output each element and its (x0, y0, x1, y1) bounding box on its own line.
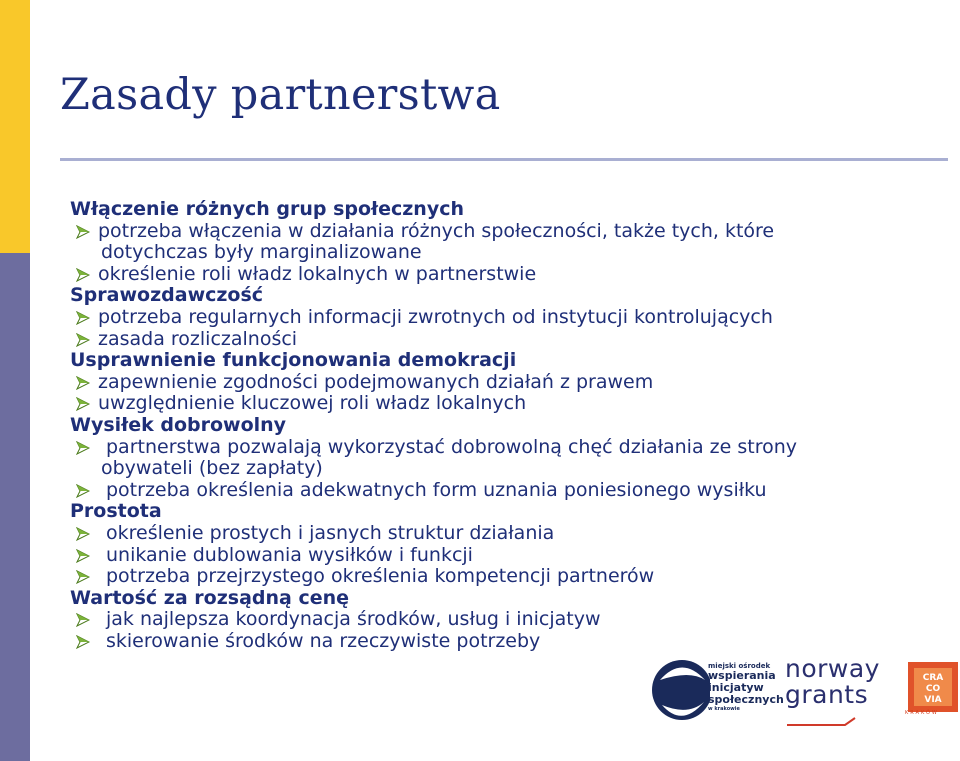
list-item-text: partnerstwa pozwalają wykorzystać dobrowolną chęć działania ze strony (106, 435, 797, 458)
arrow-bullet-icon (70, 437, 98, 459)
mwis-line-3: inicjatyw (708, 681, 764, 694)
grants-word: grants (785, 680, 869, 709)
list-item-text: potrzeba włączenia w działania różnych społeczności, także tych, które (98, 219, 775, 242)
section-heading: Prostota (70, 500, 162, 523)
mwis-emblem-icon (650, 650, 710, 730)
list-item-continuation: dotychczas były marginalizowane (101, 241, 422, 264)
list-item-text: uwzględnienie kluczowej roli władz lokalnych (98, 392, 527, 415)
svg-text:CRA: CRA (922, 673, 944, 683)
title-divider (60, 158, 948, 161)
list-item-text: unikanie dublowania wysiłków i funkcji (106, 543, 473, 566)
mwis-logo (650, 650, 784, 734)
arrow-bullet-icon (70, 566, 98, 588)
mwis-line-2: wspierania (708, 669, 776, 682)
list-item (70, 307, 950, 329)
cracovia-caption: KRAKÓW (905, 710, 939, 716)
arrow-bullet-icon (70, 372, 98, 394)
arrow-bullet-icon (70, 264, 98, 286)
arrow-bullet-icon (70, 609, 98, 631)
arrow-bullet-icon (70, 393, 98, 415)
list-item (70, 329, 950, 351)
arrow-bullet-icon (70, 307, 98, 329)
list-item (70, 480, 950, 502)
section-heading: Włączenie różnych grup społecznych (70, 198, 465, 220)
accent-bar-blue (0, 253, 30, 761)
norway-word: norway (785, 654, 880, 683)
page-title: Zasady partnerstwa (60, 70, 501, 120)
arrow-bullet-icon (70, 221, 98, 243)
list-item (70, 523, 950, 545)
list-item-text: potrzeba regularnych informacji zwrotnych od instytucji kontrolujących (98, 305, 773, 328)
arrow-bullet-icon (70, 523, 98, 545)
arrow-bullet-icon (70, 631, 98, 653)
principles-list (70, 199, 950, 652)
list-item-continuation: obywateli (bez zapłaty) (101, 457, 323, 480)
list-item (70, 221, 950, 243)
section-heading: Sprawozdawczość (70, 284, 264, 307)
arrow-bullet-icon (70, 329, 98, 351)
list-item (70, 566, 950, 588)
section-heading: Usprawnienie funkcjonowania demokracji (70, 349, 517, 372)
mwis-line-4: społecznych (708, 693, 784, 706)
norway-underline-icon (785, 715, 895, 729)
list-item-text: określenie prostych i jasnych struktur działania (106, 521, 555, 544)
list-item (70, 545, 950, 567)
sponsor-logos (650, 650, 960, 755)
arrow-bullet-icon (70, 480, 98, 502)
section-heading: Wartość za rozsądną cenę (70, 586, 350, 609)
svg-text:CO: CO (925, 684, 941, 694)
list-item (70, 437, 950, 459)
arrow-bullet-icon (70, 545, 98, 567)
list-item-text: jak najlepsza koordynacja środków, usług i inicjatyw (106, 608, 601, 631)
list-item-text: potrzeba przejrzystego określenia kompetencji partnerów (106, 565, 655, 588)
list-item (70, 372, 950, 394)
list-item (70, 609, 950, 631)
list-item-text: określenie roli władz lokalnych w partnerstwie (98, 262, 537, 285)
cracovia-logo-icon (908, 662, 958, 712)
list-item (70, 393, 950, 415)
list-item-text: skierowanie środków na rzeczywiste potrzeby (106, 629, 541, 652)
accent-bar-yellow (0, 0, 30, 253)
list-item-text: potrzeba określenia adekwatnych form uznania poniesionego wysiłku (106, 478, 767, 501)
svg-text:VIA: VIA (924, 695, 942, 705)
list-item-text: zasada rozliczalności (98, 327, 298, 350)
section-heading: Wysiłek dobrowolny (70, 413, 287, 436)
list-item (70, 264, 950, 286)
mwis-line-5: w krakowie (708, 706, 740, 712)
norway-grants-logo (785, 656, 895, 734)
mwis-line-1: miejski ośrodek (708, 662, 771, 670)
list-item-text: zapewnienie zgodności podejmowanych działań z prawem (98, 370, 654, 393)
